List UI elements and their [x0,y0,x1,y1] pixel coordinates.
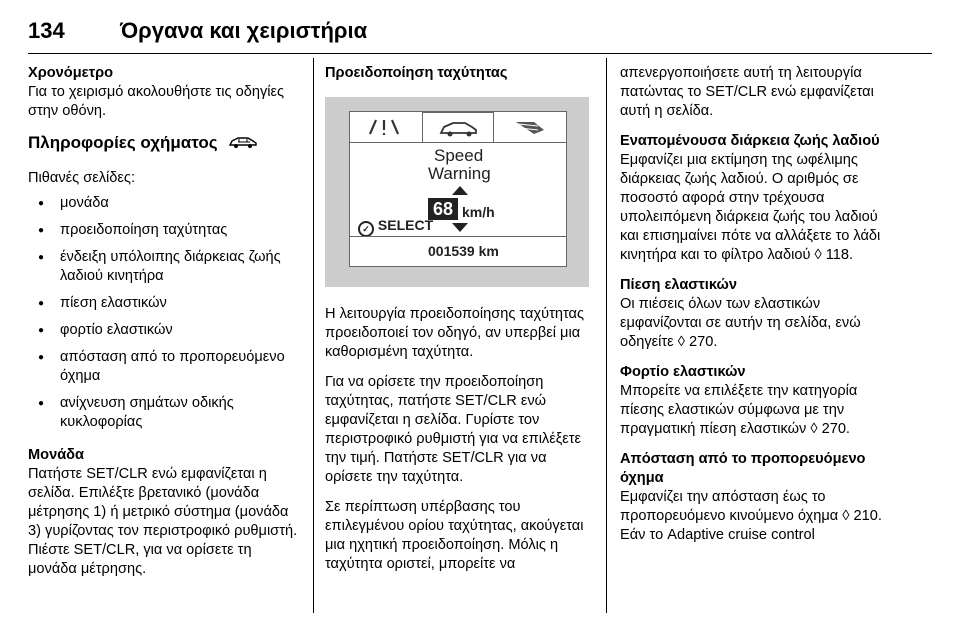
vehicle-info-heading-text: Πληροφορίες οχήματος [28,133,218,152]
unit-text: Πατήστε SET/CLR ενώ εμφανίζεται η σελίδα. Επιλέξτε βρετανικό (μονάδα μέτρησης 1) ή μετρικό σύστημα (μονάδα 3) γυρίζοντας τον περιστροφικό ρυθμιστή. Πιέστε SET/CLR, για να ορίσετε τη μονάδα μέτρησης. [28,465,298,577]
arrow-down-icon [452,223,468,232]
tyre-load-section [620,363,892,439]
tyre-load-heading: Φορτίο ελαστικών [620,364,746,380]
display-tabs [350,112,566,143]
tab-trip-icon [350,112,422,142]
column-3 [620,64,892,556]
warning-label: Warning [428,164,491,183]
list-item: ● προειδοποίηση ταχύτητας [28,221,300,240]
unit-heading: Μονάδα [28,446,84,463]
list-item: ● πίεση ελαστικών [28,294,300,313]
cluster-display-illustration [325,97,589,287]
speed-warning-p1: Η λειτουργία προειδοποίησης ταχύτητας προειδοποιεί τον οδηγό, αν υπερβεί μια καθορισμένη ταχύτητα. [325,306,584,360]
column-2 [325,64,595,585]
column-1 [28,64,300,590]
select-label: SELECT [377,217,434,233]
display-screen [349,111,567,267]
speed-unit: km/h [462,204,495,220]
arrow-up-icon [452,186,468,195]
check-icon: ✓ [358,221,374,237]
stopwatch-text: Για το χειρισμό ακολουθήστε τις οδηγίες στην οθόνη. [28,84,285,119]
tyre-load-text: Μπορείτε να επιλέξετε την κατηγορία πίεσης ελαστικών σύμφωνα με την πραγματική πίεση ελαστικών ◊ 270. [620,383,858,437]
column-divider-1 [313,58,314,613]
vehicle-info-heading [28,132,300,155]
speed-warning-p3: Σε περίπτωση υπέρβασης του επιλεγμένου ορίου ταχύτητας, ακούγεται μια ηχητική προειδοποίηση. Μόλις η ταχύτητα οριστεί, μπορείτε να [325,499,584,572]
speed-value: 68 [428,198,458,220]
page-number: 134 [28,18,65,43]
header-divider [28,53,932,54]
list-item: ● ένδειξη υπόλοιπης διάρκειας ζωής λαδιού κινητήρα [28,248,300,286]
possible-pages-label: Πιθανές σελίδες: [28,169,135,186]
tyre-pressure-text: Οι πιέσεις όλων των ελαστικών εμφανίζονται σε αυτήν τη σελίδα, ενώ οδηγείτε ◊ 270. [620,296,861,350]
speed-warning-continued: απενεργοποιήσετε αυτή τη λειτουργία πατώντας το SET/CLR ενώ εμφανίζεται αυτή η σελίδα. [620,65,874,119]
list-item: ● φορτίο ελαστικών [28,321,300,340]
list-item: ● ανίχνευση σημάτων οδικής κυκλοφορίας [28,394,300,432]
unit-section [28,446,300,579]
oil-life-text: Εμφανίζει μια εκτίμηση της ωφέλιμης διάρκειας ζωής λαδιού. Ο αριθμός σε ποσοστό αφορά στην τρέχουσα υπολειπόμενη διάρκεια ζωής του λαδιού και επισημαίνει πότε να αλλάξετε το λάδι κινητήρα και το φίλτρο λαδιού ◊ 118. [620,152,881,263]
odometer-reading: 001539 km [428,243,499,259]
page-title: Όργανα και χειριστήρια [120,18,368,43]
stopwatch-heading: Χρονόμετρο [28,65,114,81]
tab-fuel-icon [494,112,566,142]
page-header [28,18,932,58]
car-icon [228,133,258,155]
tyre-pressure-heading: Πίεση ελαστικών [620,277,737,293]
distance-heading: Απόσταση από το προπορευόμενο όχημα [620,451,866,486]
distance-text: Εμφανίζει την απόσταση έως το προπορευόμενο κινούμενο όχημα ◊ 210. Εάν το Adaptive cruise control [620,489,882,543]
distance-section [620,450,892,545]
column-divider-2 [606,58,607,613]
list-item: ● απόσταση από το προπορευόμενο όχημα [28,348,300,386]
speed-warning-heading: Προειδοποίηση ταχύτητας [325,65,508,81]
oil-life-heading: Εναπομένουσα διάρκεια ζωής λαδιού [620,133,880,149]
speed-label: Speed [434,146,484,165]
stopwatch-section [28,64,300,121]
select-row [358,216,433,237]
odometer-divider [350,236,566,237]
tyre-pressure-section [620,276,892,352]
tab-vehicle-icon [422,112,494,143]
page-list [28,194,300,432]
speed-warning-p2: Για να ορίσετε την προειδοποίηση ταχύτητας, πατήστε SET/CLR ενώ εμφανίζεται η σελίδα. Γυρίστε τον περιστροφικό ρυθμιστή για να επιλέξετε την τιμή. Πατήστε SET/CLR για να ορίσετε την ταχύτητα. [325,374,582,485]
list-item: ● μονάδα [28,194,300,213]
oil-life-section [620,132,892,265]
